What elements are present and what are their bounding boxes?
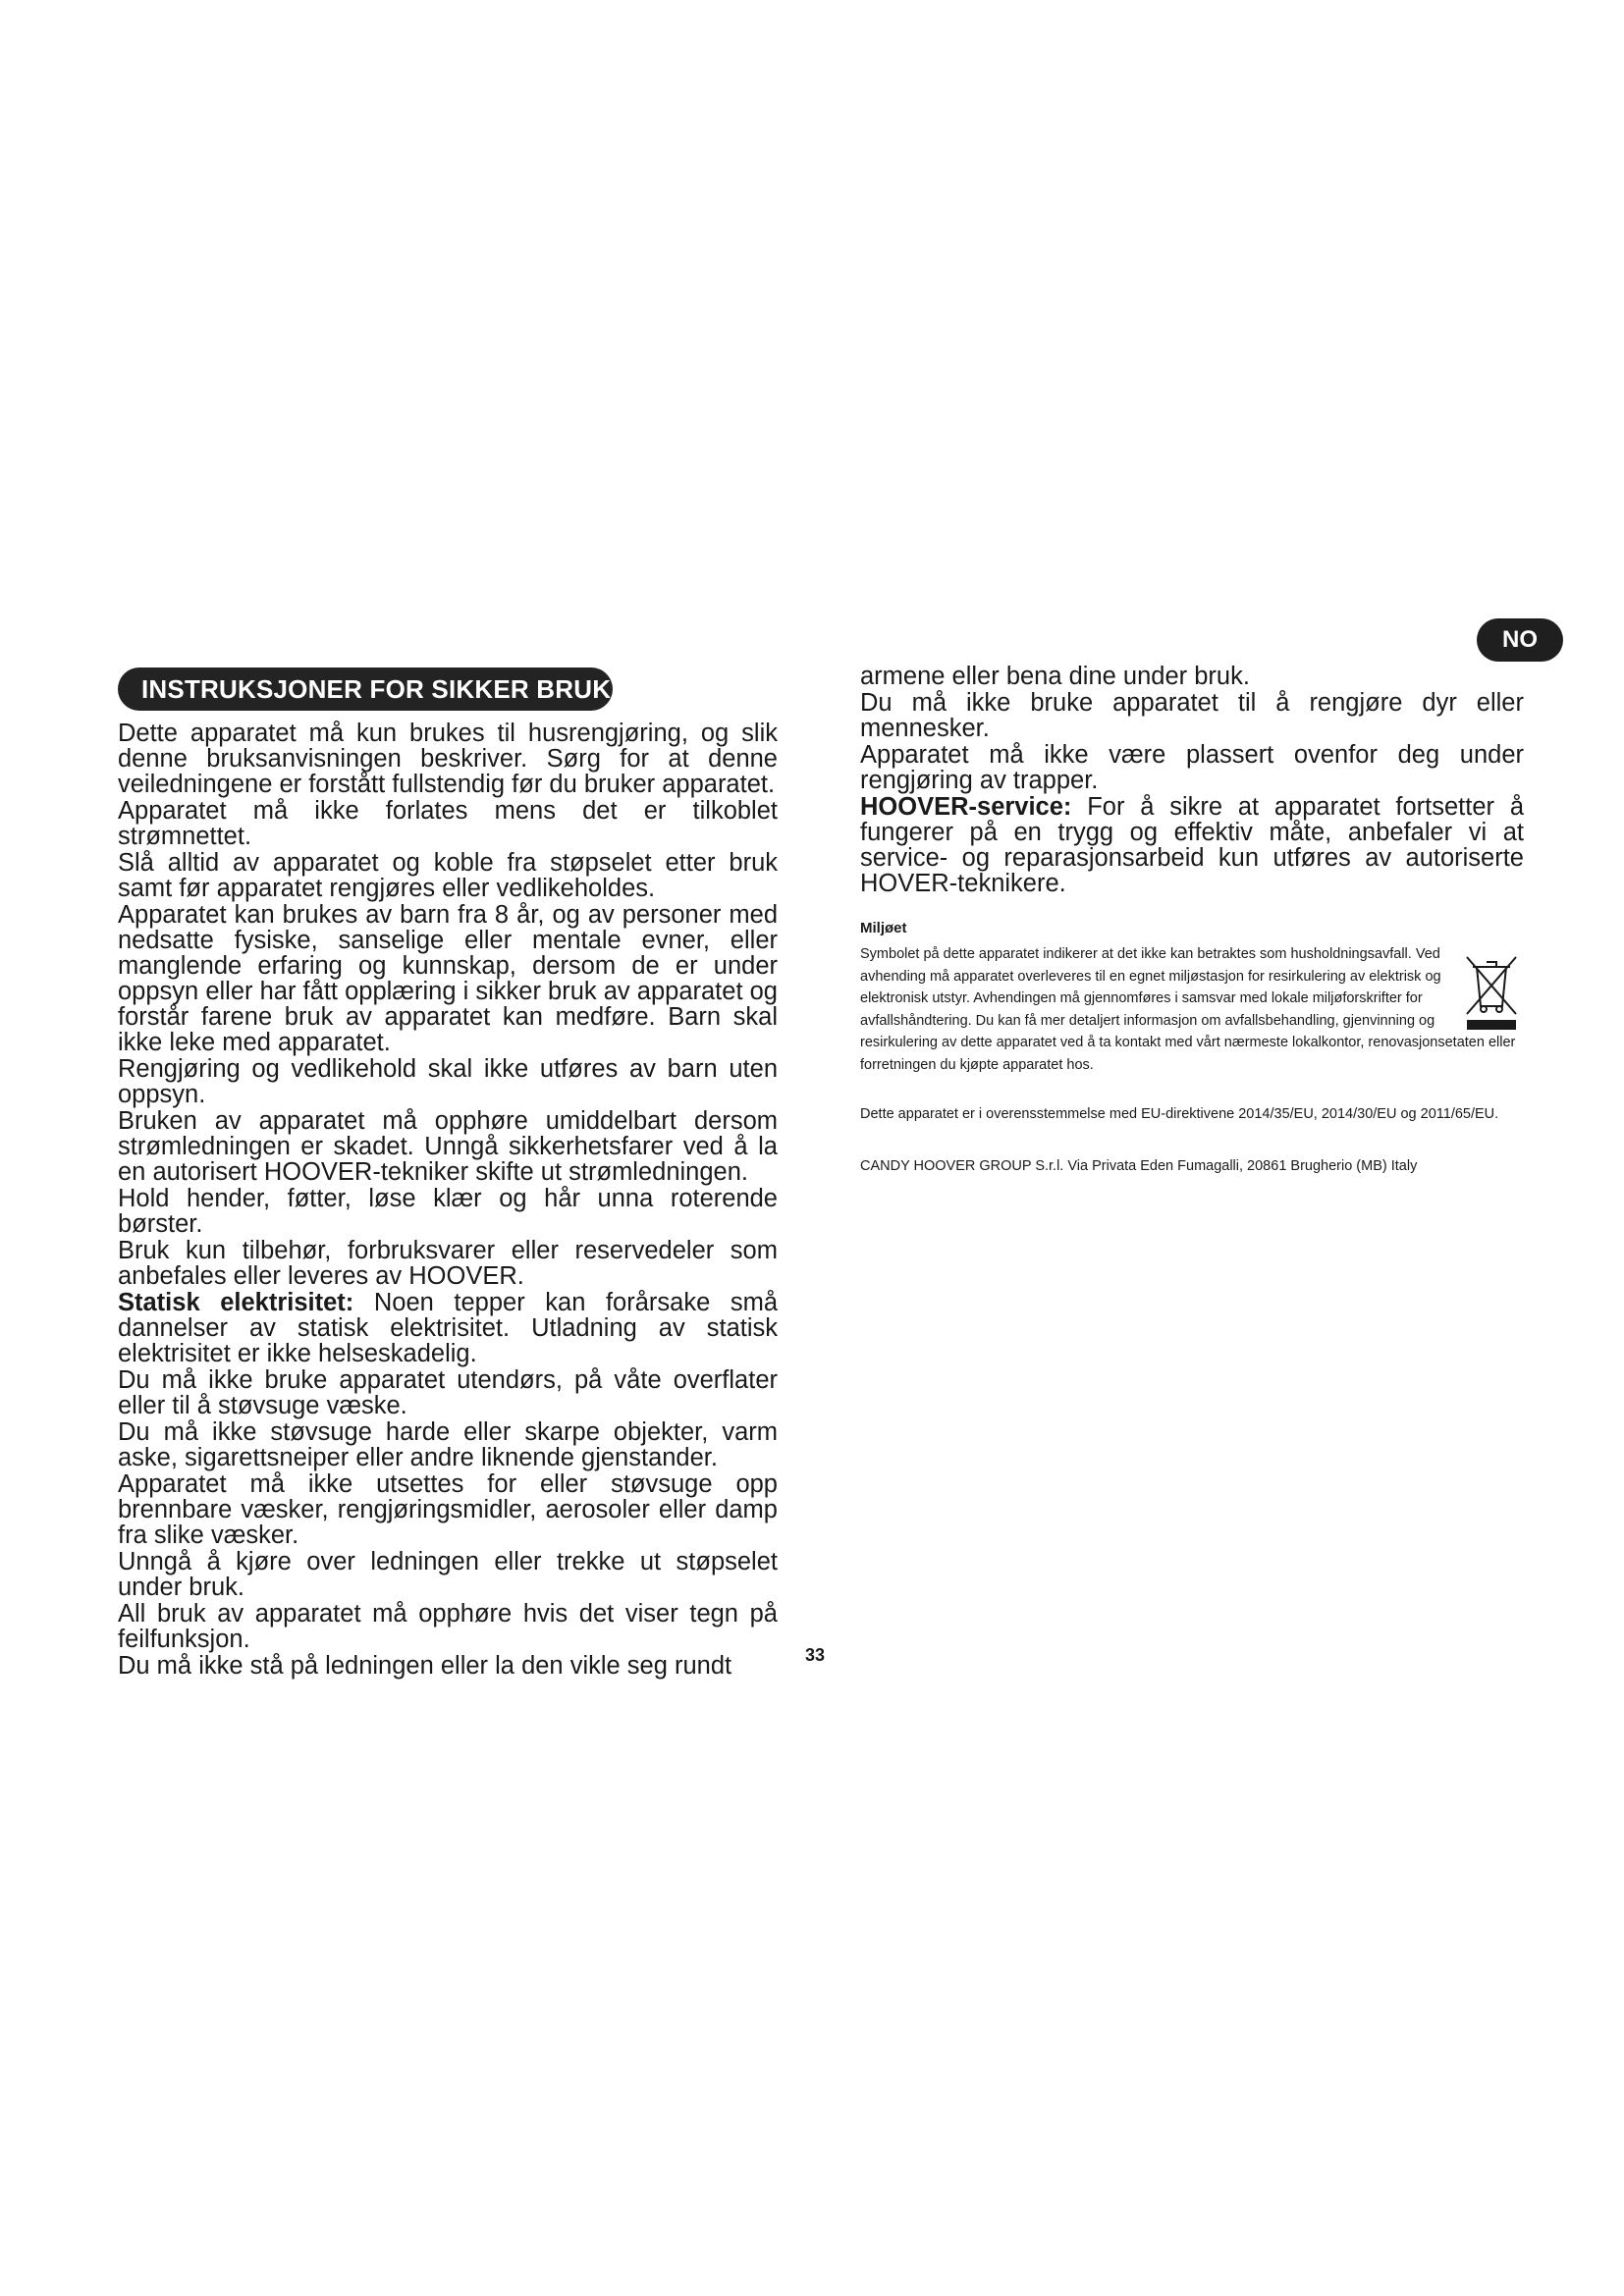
paragraph: Dette apparatet må kun brukes til husrengjøring, og slik denne bruksanvisningen beskriver. Sørg for at denne veiledningene er forstått fullstendig før du bruker apparatet.	[118, 720, 778, 798]
environment-heading: Miljøet	[860, 920, 907, 936]
paragraph: All bruk av apparatet må opphøre hvis det viser tegn på feilfunksjon.	[118, 1600, 778, 1653]
static-electricity-text: Noen tepper kan forårsake små dannelser av statisk elektrisitet. Utladning av statisk elektrisitet er ikke helseskadelig.	[118, 1289, 778, 1367]
paragraph: Apparatet må ikke være plassert ovenfor deg under rengjøring av trapper.	[860, 741, 1524, 794]
hoover-service-label: HOOVER-service:	[860, 793, 1072, 821]
paragraph: Apparatet må ikke utsettes for eller støvsuge opp brennbare væsker, rengjøringsmidler, aerosoler eller damp fra slike væsker.	[118, 1470, 778, 1549]
static-electricity-label: Statisk elektrisitet:	[118, 1289, 354, 1316]
paragraph: Rengjøring og vedlikehold skal ikke utføres av barn uten oppsyn.	[118, 1055, 778, 1108]
paragraph: Unngå å kjøre over ledningen eller trekke ut støpselet under bruk.	[118, 1548, 778, 1601]
paragraph: Du må ikke stå på ledningen eller la den vikle seg rundt	[118, 1652, 732, 1680]
left-column	[118, 721, 778, 1680]
paragraph: Slå alltid av apparatet og koble fra støpselet etter bruk samt før apparatet rengjøres eller vedlikeholdes.	[118, 849, 778, 902]
manufacturer-address: CANDY HOOVER GROUP S.r.l. Via Privata Eden Fumagalli, 20861 Brugherio (MB) Italy	[860, 1157, 1418, 1174]
paragraph: Bruken av apparatet må opphøre umiddelbart dersom strømledningen er skadet. Unngå sikkerhetsfarer ved å la en autorisert HOOVER-tekniker skifte ut strømledningen.	[118, 1107, 778, 1186]
paragraph: Du må ikke støvsuge harde eller skarpe objekter, varm aske, sigarettsneiper eller andre liknende gjenstander.	[118, 1418, 778, 1471]
static-electricity-paragraph	[118, 1290, 778, 1366]
paragraph: Apparatet må ikke forlates mens det er tilkoblet strømnettet.	[118, 797, 778, 850]
paragraph: Apparatet kan brukes av barn fra 8 år, og av personer med nedsatte fysiske, sanselige eller mentale evner, eller manglende erfaring og kunnskap, dersom de er under oppsyn eller har fått opplæring i sikker bruk av apparatet og forstår farene bruk av apparatet kan medføre. Barn skal ikke leke med apparatet.	[118, 901, 778, 1056]
paragraph: armene eller bena dine under bruk.	[860, 663, 1250, 690]
paragraph: Du må ikke bruke apparatet til å rengjøre dyr eller mennesker.	[860, 689, 1524, 742]
compliance-text: Dette apparatet er i overensstemmelse med EU-direktivene 2014/35/EU, 2014/30/EU og 2011/65/EU.	[860, 1106, 1499, 1122]
paragraph: Hold hender, føtter, løse klær og hår unna roterende børster.	[118, 1185, 778, 1238]
crossed-out-wheelie-bin-icon	[1459, 949, 1524, 1032]
paragraph: Du må ikke bruke apparatet utendørs, på våte overflater eller til å støvsuge væske.	[118, 1366, 778, 1419]
hoover-service-text: For å sikre at apparatet fortsetter å fungerer på en trygg og effektiv måte, anbefaler vi at service- og reparasjonsarbeid kun utføres av autoriserte HOVER-teknikere.	[860, 793, 1524, 897]
paragraph: Bruk kun tilbehør, forbruksvarer eller reservedeler som anbefales eller leveres av HOOVER.	[118, 1237, 778, 1290]
language-badge: NO	[1477, 618, 1563, 662]
environment-section	[860, 943, 1524, 1076]
hoover-service-paragraph	[860, 794, 1524, 896]
section-header: INSTRUKSJONER FOR SIKKER BRUK	[118, 667, 613, 711]
page-number: 33	[805, 1645, 826, 1665]
right-column	[860, 664, 1524, 1178]
environment-text: Symbolet på dette apparatet indikerer at det ikke kan betraktes som husholdningsavfall. Ved avhending må apparatet overleveres til en egnet miljøstasjon for resirkulering av elektrisk og elektronisk utstyr. Avhendingen må gjennomføres i samsvar med lokale miljøforskrifter for avfallshåndtering. Du kan få mer detaljert informasjon om avfallsbehandling, gjenvinning og resirkulering av dette apparatet ved å ta kontakt med vårt nærmeste lokalkontor, renovasjonsetaten eller forretningen du kjøpte apparatet hos.	[860, 946, 1516, 1073]
